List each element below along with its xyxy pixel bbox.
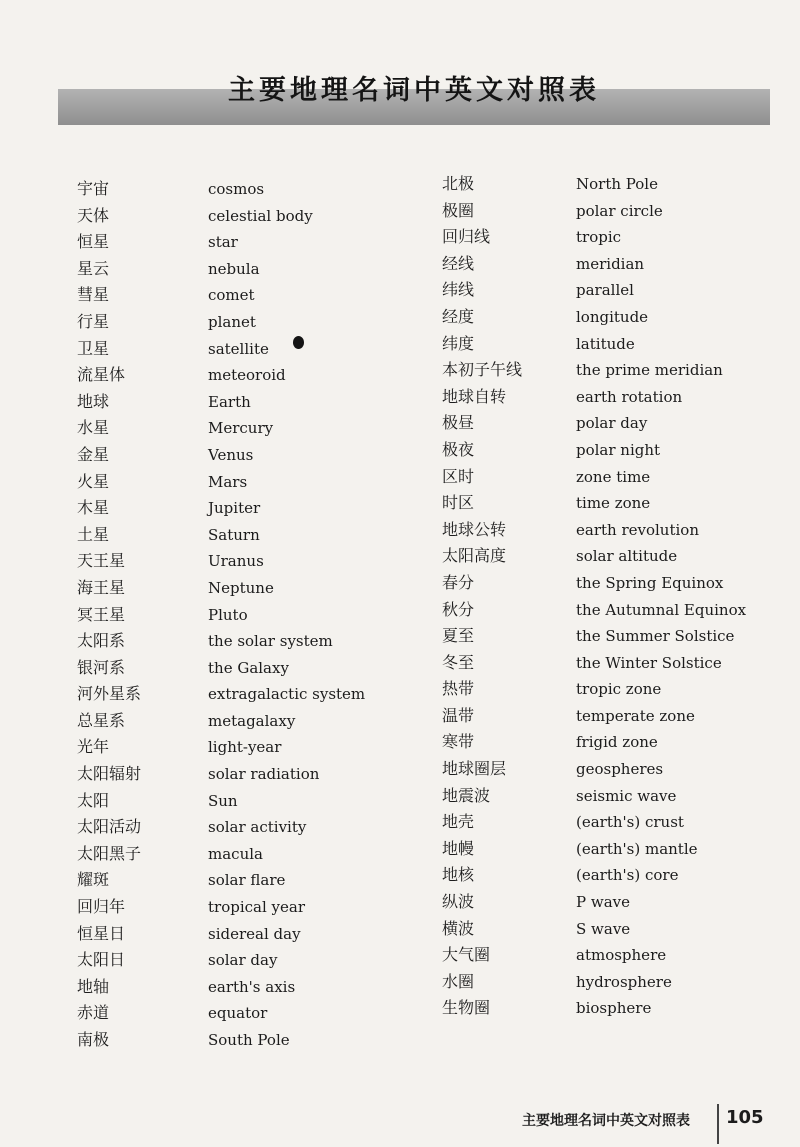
english-term: parallel [576,281,634,300]
english-term: equator [208,1004,268,1023]
english-term: extragalactic system [208,685,366,704]
english-term: Mars [208,472,248,491]
english-term: solar radiation [208,765,320,784]
chinese-term: 行星 [77,311,110,331]
english-term: meteoroid [208,366,286,385]
english-term: temperate zone [576,706,695,725]
english-term: cosmos [208,180,265,198]
english-term: S wave [576,919,631,938]
english-term: the Summer Solstice [576,627,735,646]
english-term: metagalaxy [208,711,296,730]
chinese-term: 地幔 [442,838,475,858]
english-term: North Pole [576,175,658,193]
english-term: Neptune [208,578,274,597]
chinese-term: 卫星 [77,338,110,358]
chinese-term: 总星系 [77,710,126,730]
english-term: the Autumnal Equinox [576,600,747,619]
english-term: nebula [208,259,260,278]
english-term: solar flare [208,871,286,890]
english-term: Pluto [208,605,248,624]
chinese-term: 太阳辐射 [77,764,142,784]
english-term: tropic zone [576,680,662,699]
chinese-term: 时区 [442,493,475,513]
english-term: biosphere [576,999,652,1018]
chinese-term: 冥王星 [77,604,126,624]
english-term: satellite [208,339,269,358]
chinese-term: 地壳 [442,812,475,832]
chinese-term: 恒星日 [77,923,126,943]
chinese-term: 地轴 [77,976,110,996]
chinese-term: 极圈 [442,200,475,220]
chinese-term: 太阳系 [77,631,126,651]
chinese-term: 耀斑 [77,870,110,890]
chinese-term: 热带 [442,679,475,699]
english-term: meridian [576,254,645,273]
english-term: the Galaxy [208,658,289,677]
english-term: sidereal day [208,924,301,943]
chinese-term: 生物圈 [442,998,491,1018]
english-term: zone time [576,467,651,486]
english-term: earth's axis [208,977,296,996]
footer-divider [717,1104,719,1144]
english-term: tropic [576,228,622,247]
english-term: longitude [576,307,649,326]
english-term: P wave [576,893,630,912]
chinese-term: 北极 [442,174,475,193]
footer-title: 主要地理名词中英文对照表 [522,1113,690,1129]
chinese-term: 木星 [77,498,110,518]
chinese-term: 天体 [77,205,110,225]
chinese-term: 地核 [442,865,475,885]
chinese-term: 冬至 [442,652,475,672]
chinese-term: 宇宙 [77,179,110,198]
english-term: Mercury [208,419,274,438]
chinese-term: 秋分 [442,599,475,619]
chinese-term: 天王星 [77,551,126,571]
chinese-term: 经度 [442,306,475,326]
chinese-term: 极夜 [442,439,475,459]
page-title: 主要地理名词中英文对照表 [228,75,600,106]
english-term: Jupiter [208,499,261,518]
chinese-term: 太阳黑子 [77,843,142,863]
chinese-term: 海王星 [77,577,126,597]
english-term: (earth's) crust [576,813,684,832]
english-term: time zone [576,494,651,513]
chinese-term: 光年 [77,737,110,757]
chinese-term: 赤道 [77,1003,110,1023]
english-term: hydrosphere [576,972,672,991]
chinese-term: 回归线 [442,227,491,247]
chinese-term: 恒星 [77,232,110,252]
english-term: solar activity [208,818,307,837]
english-term: the prime meridian [576,361,723,380]
english-term: solar day [208,951,278,970]
chinese-term: 夏至 [442,626,475,646]
english-term: the Winter Solstice [576,653,722,672]
english-term: earth rotation [576,387,683,406]
english-term: (earth's) mantle [576,839,698,858]
chinese-term: 大气圈 [442,945,491,965]
chinese-term: 水星 [77,418,110,438]
chinese-term: 银河系 [77,657,126,677]
english-term: Uranus [208,552,264,571]
chinese-term: 区时 [442,466,475,486]
english-term: geospheres [576,760,664,779]
chinese-term: 太阳高度 [442,546,507,566]
chinese-term: 极昼 [442,413,475,433]
chinese-term: 纬度 [442,333,475,353]
page-number: 105 [726,1107,764,1128]
chinese-term: 金星 [77,444,110,464]
chinese-term: 地球圈层 [442,759,507,779]
chinese-term: 太阳 [77,790,110,810]
chinese-term: 星云 [77,258,110,278]
chinese-term: 太阳日 [77,950,126,970]
english-term: planet [208,312,256,331]
chinese-term: 纬线 [442,280,475,300]
english-term: atmosphere [576,946,667,965]
ink-blot [293,336,304,349]
chinese-term: 温带 [442,705,475,725]
chinese-term: 彗星 [77,285,110,305]
english-term: seismic wave [576,786,677,805]
chinese-term: 纵波 [442,892,475,912]
chinese-term: 地震波 [442,785,491,805]
chinese-term: 经线 [442,253,475,273]
english-term: Earth [208,392,251,411]
chinese-term: 春分 [442,572,475,592]
english-term: (earth's) core [576,866,679,885]
english-term: Sun [208,791,238,810]
english-term: solar altitude [576,547,678,566]
chinese-term: 地球自转 [442,386,507,406]
chinese-term: 南极 [77,1030,110,1049]
chinese-term: 流星体 [77,365,126,385]
english-term: macula [208,844,263,863]
chinese-term: 河外星系 [77,684,142,704]
chinese-term: 地球 [77,391,110,411]
chinese-term: 横波 [442,918,475,938]
chinese-term: 本初子午线 [442,360,523,380]
english-term: the Spring Equinox [576,573,724,592]
chinese-term: 太阳活动 [77,817,142,837]
english-term: South Pole [208,1031,290,1049]
chinese-term: 地球公转 [442,519,507,539]
english-term: polar day [576,414,648,433]
english-term: tropical year [208,898,306,917]
english-term: earth revolution [576,520,699,539]
chinese-term: 回归年 [77,897,126,917]
chinese-term: 火星 [77,471,110,491]
chinese-term: 寒带 [442,732,475,752]
chinese-term: 土星 [77,524,110,544]
english-term: light-year [208,738,282,757]
english-term: frigid zone [576,733,658,752]
english-term: polar circle [576,201,663,220]
english-term: Venus [208,445,254,464]
english-term: Saturn [208,525,260,544]
english-term: latitude [576,334,635,353]
english-term: star [208,233,238,252]
english-term: the solar system [208,632,333,651]
english-term: comet [208,286,255,305]
chinese-term: 水圈 [442,971,475,991]
english-term: celestial body [208,206,313,225]
english-term: polar night [576,440,661,459]
